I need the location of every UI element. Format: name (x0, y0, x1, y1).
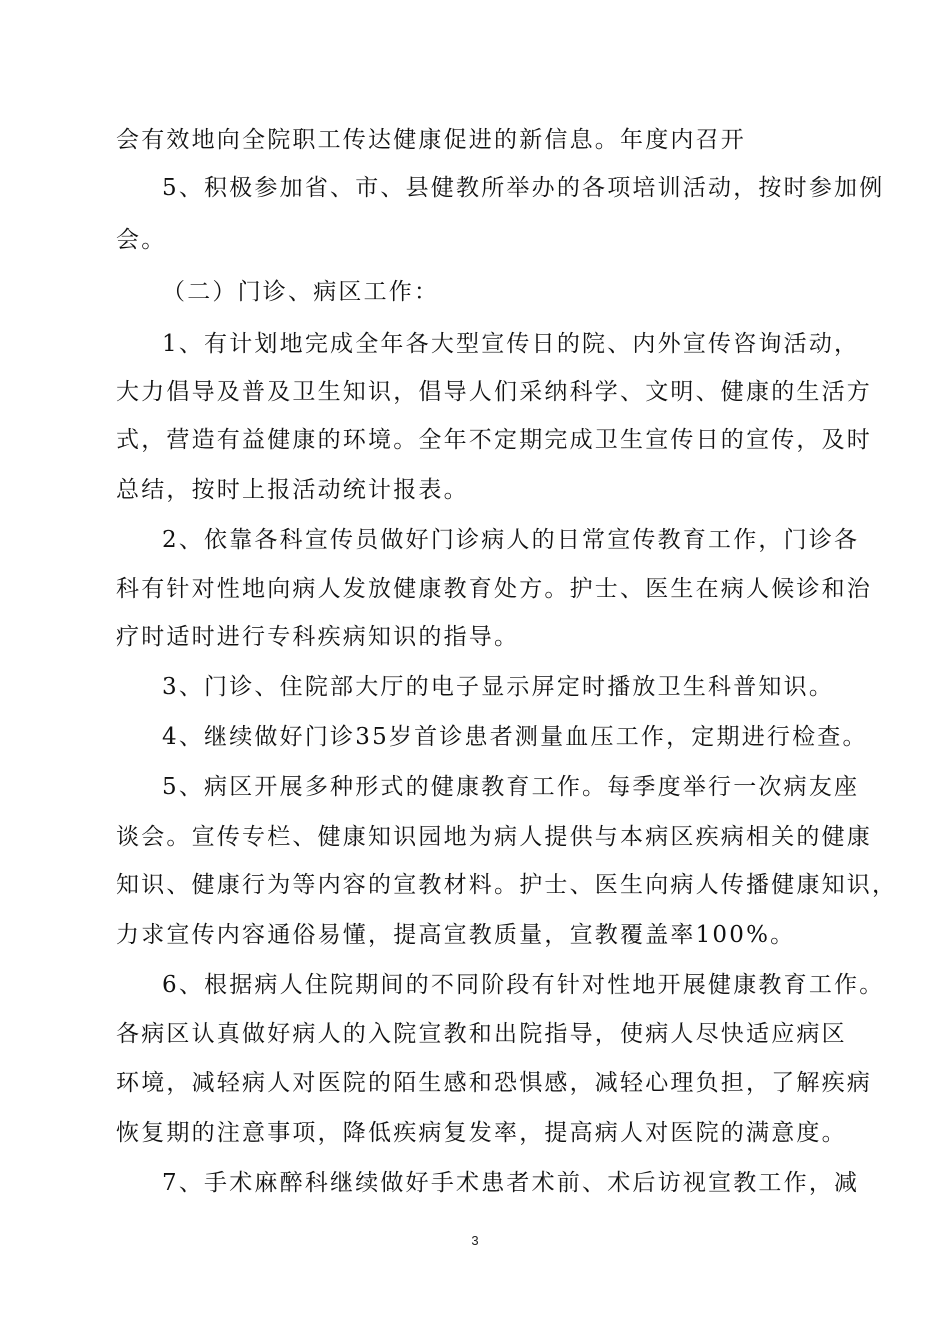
text-line: 谈会。宣传专栏、健康知识园地为病人提供与本病区疾病相关的健康 (116, 824, 872, 850)
text-line: 1、有计划地完成全年各大型宣传日的院、内外宣传咨询活动， (162, 331, 860, 357)
section-heading: （二）门诊、病区工作： (162, 279, 440, 305)
text-line: 会有效地向全院职工传达健康促进的新信息。年度内召开 (116, 127, 746, 153)
text-line: 恢复期的注意事项，降低疾病复发率，提高病人对医院的满意度。 (116, 1120, 847, 1146)
text-line: 疗时适时进行专科疾病知识的指导。 (116, 624, 520, 650)
text-line: 大力倡导及普及卫生知识，倡导人们采纳科学、文明、健康的生活方 (116, 379, 872, 405)
text-line: 5、病区开展多种形式的健康教育工作。每季度举行一次病友座 (162, 774, 860, 800)
page-number: 3 (471, 1233, 479, 1248)
text-line: 5、积极参加省、市、县健教所举办的各项培训活动，按时参加例 (162, 175, 885, 201)
text-line: 3、门诊、住院部大厅的电子显示屏定时播放卫生科普知识。 (162, 674, 835, 700)
text-line: 环境，减轻病人对医院的陌生感和恐惧感，减轻心理负担，了解疾病 (116, 1070, 872, 1096)
text-line: 科有针对性地向病人发放健康教育处方。护士、医生在病人候诊和治 (116, 576, 872, 602)
text-line: 7、手术麻醉科继续做好手术患者术前、术后访视宣教工作，减 (162, 1170, 860, 1196)
text-line: 2、依靠各科宣传员做好门诊病人的日常宣传教育工作，门诊各 (162, 527, 860, 553)
text-line: 会。 (116, 227, 167, 253)
text-line: 总结，按时上报活动统计报表。 (116, 477, 469, 503)
text-line: 4、继续做好门诊35岁首诊患者测量血压工作，定期进行检查。 (162, 724, 868, 750)
text-line: 知识、健康行为等内容的宣教材料。护士、医生向病人传播健康知识， (116, 872, 898, 898)
text-line: 各病区认真做好病人的入院宣教和出院指导，使病人尽快适应病区 (116, 1021, 847, 1047)
text-line: 力求宣传内容通俗易懂，提高宣教质量，宣教覆盖率100%。 (116, 922, 796, 948)
text-line: 6、根据病人住院期间的不同阶段有针对性地开展健康教育工作。 (162, 972, 885, 998)
text-line: 式，营造有益健康的环境。全年不定期完成卫生宣传日的宣传，及时 (116, 427, 872, 453)
